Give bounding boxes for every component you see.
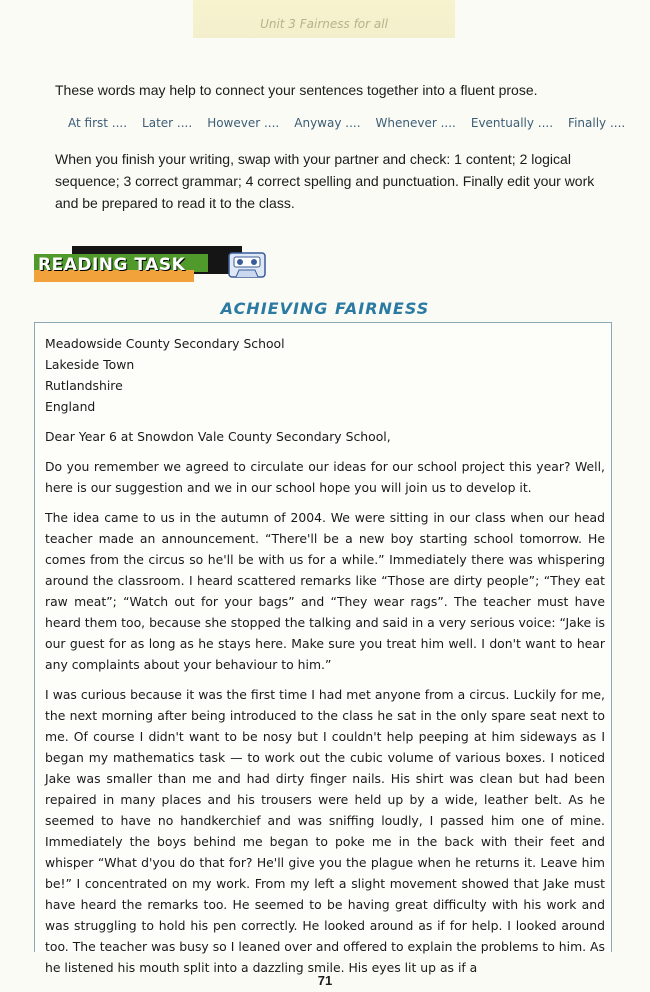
connector-word: However .... <box>207 116 280 130</box>
address-block <box>45 333 605 417</box>
address-line: Meadowside County Secondary School <box>45 336 285 351</box>
section-label: READING TASK <box>38 255 186 275</box>
letter-paragraph: The idea came to us in the autumn of 2004. We were sitting in our class when our head teacher made an announcement. “There'll be a new boy starting school tomorrow. He comes from the circus so he'll be with us for a while.” Immediately there was whispering around the classroom. I heard scattered remarks like “Those are dirty people”; “They eat raw meat”; “Watch out for your bags” and “They wear rags”. The teacher must have heard them too, because she stopped the talking and said in a very serious voice: “Jake is our guest for as long as he stays here. Make sure you treat him well. I don't want to hear any complaints about your behaviour to him.” <box>45 510 605 672</box>
letter-box <box>34 322 612 975</box>
connector-words <box>68 116 628 130</box>
reading-title: ACHIEVING FAIRNESS <box>220 299 430 318</box>
connector-word: At first .... <box>68 116 128 130</box>
reading-task-banner <box>34 246 210 282</box>
address-line: England <box>45 399 96 414</box>
letter-paragraph: I was curious because it was the first time I had met anyone from a circus. Luckily for me, the next morning after being introduced to the class he sat in the only spare seat next to me. Of course I didn't want to be nosy but I couldn't help peeping at him sideways as I began my mathematics task — to work out the cubic volume of various boxes. I noticed Jake was smaller than me and had dirty finger nails. His shirt was clean but had been repaired in many places and his trousers were held up by a wide, leather belt. As he seemed to have no handkerchief and was sniffing loudly, I passed him one of mine. Immediately the boys behind me began to poke me in the back with their feet and whisper “What d'you do that for? He'll give you the plague when he returns it. Leave him be!” I concentrated on my work. From my left a slight movement showed that Jake must have heard the remarks too. He seemed to be having great difficulty with his work and was struggling to hold his pen correctly. He looked around as if for help. I looked around too. The teacher was busy so I leaned over and offered to explain the problems to him. As he listened his mouth split into a dazzling smile. His eyes lit up as if a <box>45 687 605 975</box>
connector-word: Later .... <box>142 116 193 130</box>
connector-word: Anyway .... <box>294 116 361 130</box>
cassette-tape-icon <box>228 252 266 283</box>
connector-word: Finally .... <box>568 116 626 130</box>
salutation: Dear Year 6 at Snowdon Vale County Secondary School, <box>45 429 391 444</box>
writing-instructions: When you finish your writing, swap with your partner and check: 1 content; 2 logical sequence; 3 correct grammar; 4 correct spelling and punctuation. Finally edit your work and be prepared to read it to the class. <box>55 151 595 211</box>
letter-paragraph: Do you remember we agreed to circulate our ideas for our school project this year? Well, here is our suggestion and we in our school hope you will join us to develop it. <box>45 459 605 495</box>
address-line: Lakeside Town <box>45 357 135 372</box>
letter <box>45 333 605 987</box>
page-number: 71 <box>317 973 333 988</box>
connector-word: Eventually .... <box>470 116 554 130</box>
connector-word: Whenever .... <box>375 116 456 130</box>
intro-text: These words may help to connect your sentences together into a fluent prose. <box>55 82 538 98</box>
address-line: Rutlandshire <box>45 378 123 393</box>
unit-header: Unit 3 Fairness for all <box>193 0 455 38</box>
